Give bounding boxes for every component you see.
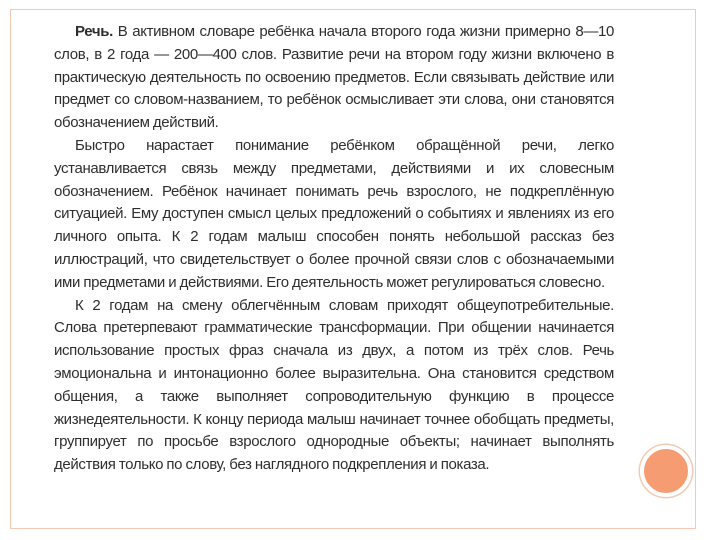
paragraph-understanding	[54, 135, 614, 295]
paragraph-text: В активном словаре ребёнка начала второго года жизни примерно 8—10 слов, в 2 года — 200—400 слов. Развитие речи на втором году жизни включено в практическую деятельность по освоению предметов. Если связывать действие или предмет со словом-названием, то ребёнок осмысливает эти слова, они становятся обозначением действий.	[54, 23, 614, 132]
lead-term: Речь.	[75, 23, 113, 40]
paragraph-vocabulary	[54, 295, 614, 477]
document-text	[54, 21, 614, 477]
paragraph-text: Быстро нарастает понимание ребёнком обращённой речи, легко устанавливается связь между предметами, действиями и их словесным обозначением. Ребёнок начинает понимать речь взрослого, не подкреплённую ситуацией. Ему доступен смысл целых предложений о событиях и явлениях из его личного опыта. К 2 годам малыш способен понять небольшой рассказ без иллюстраций, что свидетельствует о более прочной связи слов с обозначаемыми ими предметами и действиями. Его деятельность может регулироваться словесно.	[54, 136, 614, 291]
paragraph-speech	[54, 21, 614, 135]
paragraph-text: К 2 годам на смену облегчённым словам приходят общеупотребительные. Слова претерпевают грамматические трансформации. При общении начинается использование простых фраз сначала из двух, а потом из трёх слов. Речь эмоциональна и интонационно более выразительна. Она становится средством общения, а также выполняет сопроводительную функцию в процессе жизнедеятельности. К концу периода малыш начинает точнее обобщать предметы, группирует по просьбе взрослого однородные объекты; начинает выполнять действия только по слову, без наглядного подкрепления и показа.	[54, 296, 614, 474]
decorative-circle	[640, 445, 692, 497]
